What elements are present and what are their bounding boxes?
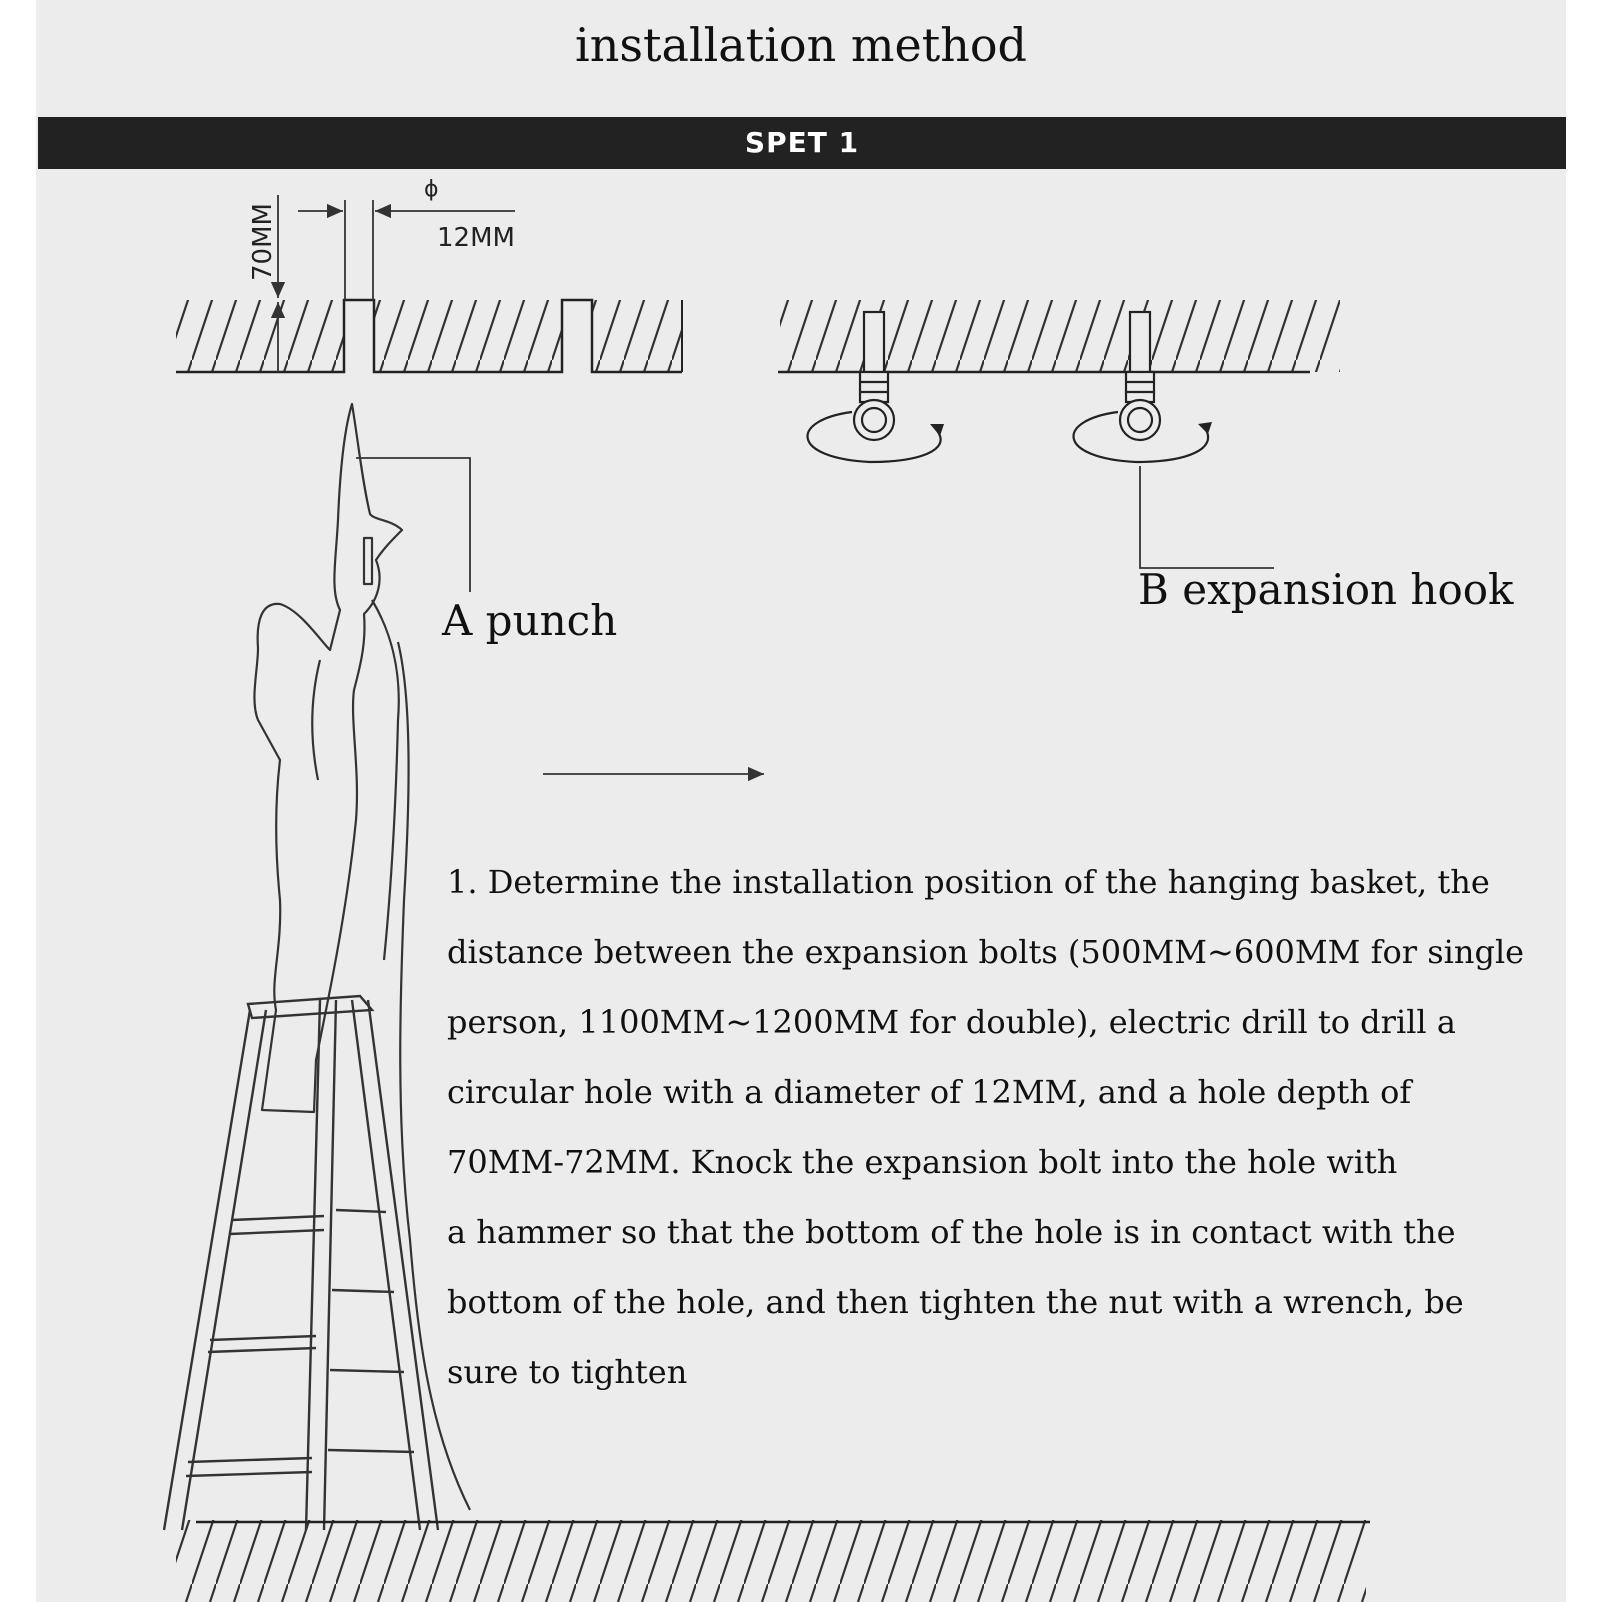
ceiling-with-holes (176, 300, 682, 372)
diameter-label: 12MM (437, 223, 515, 253)
description-line: 1. Determine the installation position of the hanging basket, the (447, 863, 1490, 901)
step-label: SPET 1 (744, 126, 860, 159)
description-line: circular hole with a diameter of 12MM, and a hole depth of (447, 1073, 1412, 1111)
description-line: distance between the expansion bolts (500MM~600MM for single (447, 933, 1525, 971)
ceiling-with-hooks (778, 300, 1340, 372)
expansion-hook-label: B expansion hook (1138, 565, 1514, 614)
diameter-symbol: ϕ (424, 177, 439, 202)
floor (176, 1520, 1370, 1602)
step-description (447, 847, 1587, 1407)
description-line: bottom of the hole, and then tighten the nut with a wrench, be (447, 1283, 1464, 1321)
description-line: a hammer so that the bottom of the hole is in contact with the (447, 1213, 1456, 1251)
ladder (164, 996, 438, 1530)
page-title: installation method (575, 18, 1027, 72)
description-line: sure to tighten (447, 1353, 688, 1391)
description-line: person, 1100MM~1200MM for double), electric drill to drill a (447, 1003, 1456, 1041)
description-line: 70MM-72MM. Knock the expansion bolt into the hole with (447, 1143, 1398, 1181)
depth-label: 70MM (248, 203, 278, 281)
punch-label: A punch (442, 596, 618, 645)
worker-figure (254, 404, 470, 1510)
